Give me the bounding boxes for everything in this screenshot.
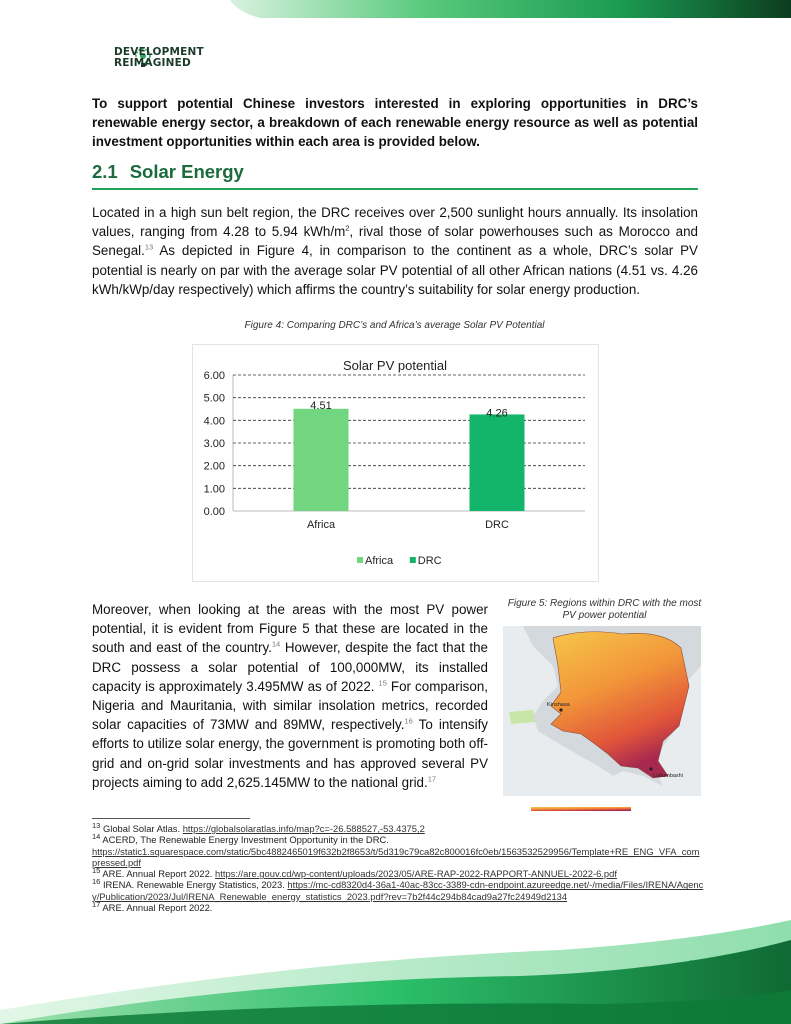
superscript-2: 2 [345, 223, 350, 233]
figure-4-caption: Figure 4: Comparing DRC’s and Africa’s average Solar PV Potential [244, 320, 545, 331]
footnote-text: Global Solar Atlas. [100, 823, 183, 834]
footnote-link[interactable]: https://mc-cd8320d4-36a1-40ac-83cc-3389-cdn-endpoint.azureedge.net/-/media/Files/IRENA/Agency/Publication/2023/Jul/IRENA_Renewable_energy_statistics_2023.pdf?rev=7b2f44c294b84cad9a27fc24949d2134 [92, 879, 704, 902]
y-tick-label: 2.00 [203, 460, 225, 473]
para1-text-b: , rival those of solar powerhouses such as Morocco and Senegal. [92, 224, 698, 259]
para1-text-a: Located in a high sun belt region, the DRC receives over 2,500 sunlight hours annually. Its insolation values, ranging from 4.28 to 5.94 kWh/m [92, 205, 698, 240]
footnote-ref-13[interactable]: 13 [144, 242, 154, 252]
logo-line-1: DEVELOPMENT [114, 46, 204, 58]
logo-line-2: REIMAGINED [114, 57, 191, 69]
section-heading [92, 161, 698, 190]
footnote-14 [92, 834, 704, 868]
bar-drc [470, 414, 525, 511]
figure-5-caption: Figure 5: Regions within DRC with the most PV power potential [507, 598, 702, 621]
y-tick-label: 5.00 [203, 392, 225, 405]
footnote-ref-15[interactable]: 15 [378, 678, 387, 688]
solar-paragraph-1 [92, 203, 698, 299]
footnote-num: 16 [92, 877, 101, 887]
y-tick-label: 1.00 [203, 483, 225, 496]
logo-wordmark [114, 47, 204, 69]
y-tick-label: 0.00 [203, 506, 225, 518]
footnote-link[interactable]: https://static1.squarespace.com/static/5bc4882465019f632b2f8653/t/5d319c79ca82c800016fc0eb/1563532529956/Template+RE_ENG_VFA_compressed.pdf [92, 845, 700, 868]
footnote-13 [92, 820, 704, 834]
solar-pv-chart [192, 344, 599, 582]
chart-title: Solar PV potential [342, 358, 448, 373]
footnote-link[interactable]: https://globalsolaratlas.info/map?c=-26.588527,-53.4375,2 [182, 823, 425, 834]
para2-text-a: Moreover, when looking at the areas with the most PV power potential, it is evident from Figure 5 that these are located in the south and east of the country. [92, 602, 488, 656]
footnote-text: IRENA. Renewable Energy Statistics, 2023. [100, 879, 288, 891]
footnote-num: 17 [92, 899, 101, 909]
x-tick-label: Africa [306, 519, 336, 531]
y-tick-label: 6.00 [203, 370, 225, 382]
section-title: Solar Energy [129, 161, 244, 182]
footnote-ref-14[interactable]: 14 [271, 639, 281, 649]
solar-pv-chart-svg [193, 345, 598, 581]
para2-text-b: However, despite the fact that the DRC possess a solar potential of 100,000MW, its installed capacity is approximately 3.495MW as of 2022. [92, 640, 489, 694]
footnote-link[interactable]: https://are.gouv.cd/wp-content/uploads/2023/05/ARE-RAP-2022-RAPPORT-ANNUEL-2022-6.pdf [215, 868, 617, 880]
y-tick-label: 3.00 [203, 438, 225, 450]
footnote-num: 15 [92, 866, 101, 876]
footnote-num: 14 [92, 832, 101, 842]
footnote-15 [92, 868, 704, 879]
footnote-text: ARE. Annual Report 2022. [100, 868, 216, 880]
section-number: 2.1 [92, 161, 118, 182]
legend-swatch-drc [410, 557, 416, 563]
para2-text-c: For comparison, Nigeria and Mauritania, with similar insolation metrics, recorded solar capacities of 73MW and 89MW, respectively. [92, 678, 488, 733]
map-label-kinshasa: Kinshasa [547, 702, 570, 708]
para2-text-d: To intensify efforts to utilize solar energy, the government is promoting both off-grid and on-grid solar investments and has approved several PV projects aiming to add 2,625.145MW to the national grid. [92, 717, 488, 790]
solar-paragraph-2 [92, 600, 488, 792]
legend-swatch-africa [357, 557, 363, 563]
drc-pv-potential-map [503, 626, 701, 822]
footnote-ref-16[interactable]: 16 [404, 716, 413, 726]
footnote-text: ARE. Annual Report 2022. [100, 902, 213, 914]
intro-paragraph: To support potential Chinese investors interested in exploring opportunities in DRC’s renewable energy sector, a breakdown of each renewable energy resource as well as potential investment opportunities within each area is provided below. [92, 96, 698, 149]
legend-label-africa: Africa [365, 555, 394, 567]
data-label-africa: 4.51 [310, 399, 332, 412]
y-tick-label: 4.00 [203, 415, 225, 428]
data-label-drc: 4.26 [486, 407, 508, 420]
footnote-num: 13 [92, 820, 101, 830]
legend-label-drc: DRC [417, 555, 442, 567]
header-gradient-bar [0, 0, 791, 18]
footer-wave-decoration [0, 880, 791, 1024]
footnote-separator [92, 818, 250, 819]
para1-text-c: As depicted in Figure 4, in comparison to the continent as a whole, DRC’s solar PV potential is nearly on par with the average solar PV potential of all other African nations (4.51 vs. 4.26 kWh/kWp/day respectively) which affirms the country’s suitability for solar energy production. [92, 243, 698, 297]
footnote-ref-17[interactable]: 17 [427, 774, 437, 784]
map-label-lubumbashi: Lubumbashi [653, 773, 683, 779]
bar-africa [294, 409, 349, 511]
footnote-text: ACERD, The Renewable Energy Investment Opportunity in the DRC. [100, 834, 389, 846]
x-tick-label: DRC [485, 519, 509, 531]
